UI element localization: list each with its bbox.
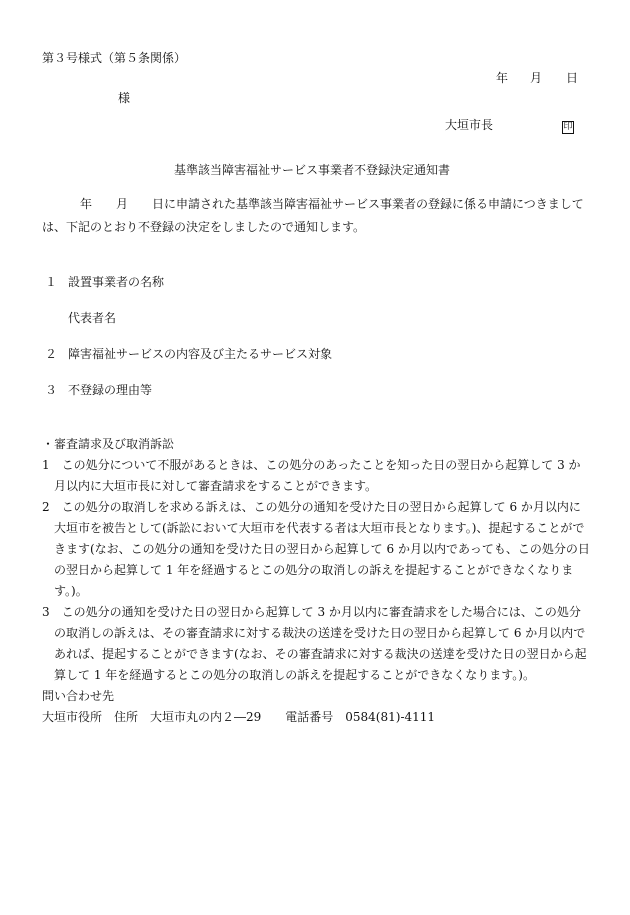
appeal-note-line: きます(なお、この処分の通知を受けた日の翌日から起算して 6 か月以内であっても、この処分の日 <box>42 542 590 556</box>
seal-mark <box>562 118 574 134</box>
appeal-note-line: 1 この処分について不服があるときは、この処分のあったことを知った日の翌日から起算して 3 か <box>42 458 581 472</box>
item-3-label: 不登録の理由等 <box>68 383 153 397</box>
appeal-note-line: す。)。 <box>42 584 88 598</box>
item-1-label: 設置事業者の名称 <box>68 275 165 289</box>
appeal-note-line: の翌日から起算して 1 年を経過するとこの処分の取消しの訴えを提起することができなくなりま <box>42 563 574 577</box>
date-month: 月 <box>530 71 543 85</box>
intro-line: は、下記のとおり不登録の決定をしましたので通知します。 <box>42 220 366 234</box>
appeal-section <box>42 434 590 728</box>
addressee-suffix: 様 <box>118 91 131 105</box>
appeal-note-line: の取消しの訴えは、その審査請求に対する裁決の送達を受けた日の翌日から起算して 6 か月以内で <box>42 626 586 640</box>
form-number: 第３号様式（第５条関係） <box>42 51 187 65</box>
appeal-note-line: あれば、提起することができます(なお、その審査請求に対する裁決の送達を受けた日の翌日から起 <box>42 647 587 661</box>
appeal-note-line: 算して 1 年を経過するとこの処分の取消しの訴えを提起することができなくなります。)。 <box>42 668 535 682</box>
appeal-note-line: 3 この処分の通知を受けた日の翌日から起算して 3 か月以内に審査請求をした場合には、この処分 <box>42 605 581 619</box>
page-title: 基準該当障害福祉サービス事業者不登録決定通知書 <box>174 163 451 177</box>
item-2-label: 障害福祉サービスの内容及び主たるサービス対象 <box>68 347 333 361</box>
item-3-number: ３ <box>45 383 58 397</box>
intro-line: 年 月 日に申請された基準該当障害福祉サービス事業者の登録に係る申請につきまして <box>80 197 584 211</box>
item-representative-label: 代表者名 <box>68 311 117 325</box>
contact-line: 大垣市役所 住所 大垣市丸の内２―29 電話番号 0584(81)‐4111 <box>42 710 436 724</box>
appeal-note-line: 2 この処分の取消しを求める訴えは、この処分の通知を受けた日の翌日から起算して 6 か月以内に <box>42 500 581 514</box>
item-2-number: ２ <box>45 347 58 361</box>
item-1-number: １ <box>45 275 58 289</box>
issuer-name: 大垣市長 <box>445 118 494 132</box>
date-year: 年 <box>496 71 509 85</box>
appeal-note-line: 大垣市を被告として(訴訟において大垣市を代表する者は大垣市長となります。)、提起することがで <box>42 521 585 535</box>
appeal-heading: ・審査請求及び取消訴訟 <box>42 437 175 451</box>
contact-heading: 問い合わせ先 <box>42 689 115 703</box>
seal-icon: 印 <box>563 122 573 132</box>
date-day: 日 <box>566 71 579 85</box>
appeal-note-line: 月以内に大垣市長に対して審査請求をすることができます。 <box>42 479 378 493</box>
intro-paragraph <box>42 193 582 239</box>
